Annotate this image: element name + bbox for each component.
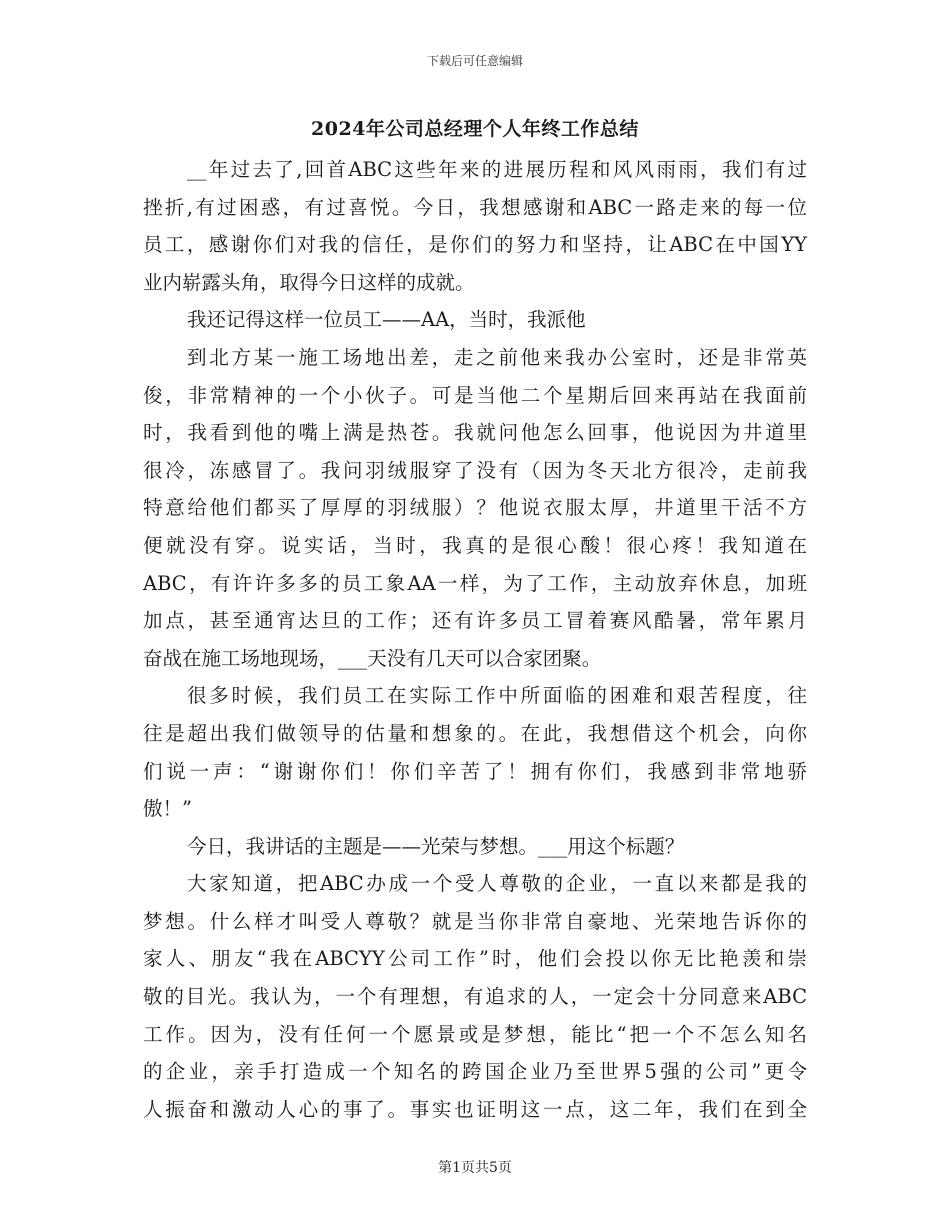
document-title: 2024年公司总经理个人年终工作总结 — [311, 118, 639, 140]
text-line: 很多时候，我们员工在实际工作中所面临的困难和艰苦程度，往 — [187, 684, 807, 708]
document-body — [143, 151, 807, 1128]
text-line: 便就没有穿。说实话，当时，我真的是很心酸！很心疼！我知道在 — [143, 533, 807, 557]
page-header-note: 下载后可任意编辑 — [426, 54, 523, 68]
text-line: 梦想。什么样才叫受人尊敬？就是当你非常自豪地、光荣地告诉你的 — [143, 909, 807, 933]
text-line: 时，我看到他的嘴上满是热苍。我就问他怎么回事，他说因为井道里 — [143, 421, 807, 445]
text-line: 往是超出我们做领导的估量和想象的。在此，我想借这个机会，向你 — [143, 721, 807, 745]
text-line: 我还记得这样一位员工——AA，当时，我派他 — [187, 308, 586, 332]
text-line: 业内崭露头角，取得今日这样的成就。 — [143, 270, 475, 294]
text-line: 俊，非常精神的一个小伙子。可是当他二个星期后回来再站在我面前 — [143, 383, 807, 407]
text-line: 工作。因为，没有任何一个愿景或是梦想，能比“把一个不怎么知名 — [143, 1022, 807, 1046]
text-line: 人振奋和激动人心的事了。事实也证明这一点，这二年，我们在到全 — [143, 1097, 807, 1121]
text-line: __年过去了,回首ABC这些年来的进展历程和风风雨雨，我们有过 — [187, 158, 807, 181]
text-line: ABC，有许许多多的员工象AA一样，为了工作，主动放弃休息，加班 — [143, 571, 807, 595]
text-line: 很冷，冻感冒了。我问羽绒服穿了没有（因为冬天北方很冷，走前我 — [143, 458, 807, 482]
text-line: 到北方某一施工场地出差，走之前他来我办公室时，还是非常英 — [187, 345, 807, 369]
text-line: 今日，我讲话的主题是——光荣与梦想。___用这个标题？ — [187, 834, 685, 858]
text-line: 员工，感谢你们对我的信任，是你们的努力和坚持，让ABC在中国YY — [143, 233, 807, 257]
text-line: 敬的目光。我认为，一个有理想，有追求的人，一定会十分同意来ABC — [143, 985, 807, 1009]
text-line: 们说一声：“谢谢你们！你们辛苦了！拥有你们，我感到非常地骄 — [143, 759, 807, 783]
text-line: 特意给他们都买了厚厚的羽绒服）？他说衣服太厚，井道里干活不方 — [143, 496, 807, 520]
text-line: 大家知道，把ABC办成一个受人尊敬的企业，一直以来都是我的 — [187, 872, 807, 896]
page-number: 第1页共5页 — [438, 1160, 512, 1176]
text-line: 傲！” — [143, 797, 192, 821]
text-line: 家人、朋友“我在ABCYY公司工作”时，他们会投以你无比艳羡和崇 — [143, 947, 807, 971]
text-line: 挫折,有过困惑，有过喜悦。今日，我想感谢和ABC一路走来的每一位 — [143, 195, 807, 219]
text-line: 加点，甚至通宵达旦的工作；还有许多员工冒着赛风酷暑，常年累月 — [143, 609, 807, 633]
text-line: 奋战在施工场地现场，___天没有几天可以合家团聚。 — [143, 646, 602, 670]
text-line: 的企业，亲手打造成一个知名的跨国企业乃至世界5强的公司”更令 — [143, 1060, 807, 1084]
